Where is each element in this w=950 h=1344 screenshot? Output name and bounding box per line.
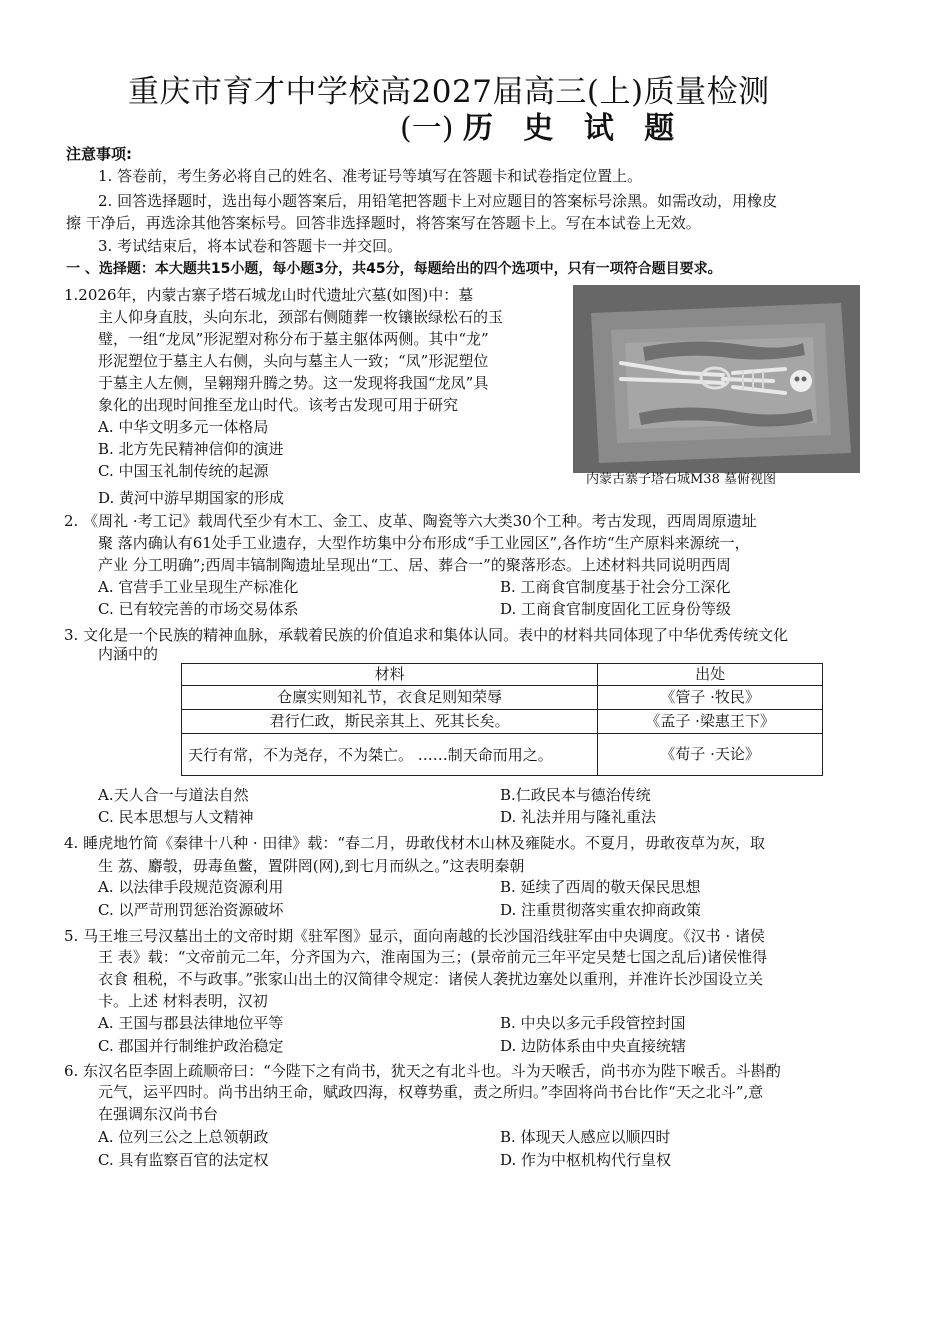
question-2-option-a: A. 官营手工业呈现生产标准化 [98, 578, 299, 596]
question-3-option-c: C. 民本思想与人文精神 [98, 808, 254, 826]
table-cell: 天行有常，不为尧存，不为桀亡。 ……制天命而用之。 [182, 734, 598, 776]
question-5-option-b: B. 中央以多元手段管控封国 [500, 1014, 686, 1032]
question-5-line: 王 表》载：“文帝前元二年，分齐国为六，淮南国为三；(景帝前元三年平定吴楚七国之乱后)诸侯惟得 [98, 948, 768, 966]
notes-item: 2. 回答选择题时，选出每小题答案后，用铅笔把答题卡上对应题目的答案标号涂黑。如需改动，用橡皮 [98, 192, 778, 210]
notes-item: 3. 考试结束后，将本试卷和答题卡一并交回。 [98, 237, 403, 255]
table-header: 出处 [598, 664, 823, 686]
question-1-option-b: B. 北方先民精神信仰的演进 [98, 440, 284, 458]
question-4-line: 4. 睡虎地竹简《秦律十八种 · 田律》载：“春二月，毋敢伐材木山林及雍陡水。不夏月，毋敢夜草为灰，取 [64, 834, 766, 852]
question-1-line: 1.2026年，内蒙古寨子塔石城龙山时代遗址穴墓(如图)中：墓 [64, 286, 474, 304]
question-4-option-b: B. 延续了西周的敬天保民思想 [500, 878, 701, 896]
table-header-row [182, 664, 823, 686]
table-cell: 《荀子 ·天论》 [598, 734, 823, 776]
question-4-line: 生 荔、麝彀，毋毒鱼鳖，置阱罔(网),到七月而纵之。”这表明秦朝 [98, 857, 525, 875]
exam-number: (一) [400, 111, 454, 146]
question-3-option-a: A.天人合一与道法自然 [98, 786, 249, 804]
question-5-option-a: A. 王国与郡县法律地位平等 [98, 1014, 284, 1032]
table-cell: 仓廪实则知礼节，衣食足则知荣辱 [182, 686, 598, 710]
table-header: 材料 [182, 664, 598, 686]
exam-title: 重庆市育才中学校高2027届高三(上)质量检测 [128, 74, 770, 110]
tomb-photo-drawing [573, 285, 860, 473]
question-6-option-d: D. 作为中枢机构代行皇权 [500, 1151, 672, 1169]
question-4-option-d: D. 注重贯彻落实重农抑商政策 [500, 901, 702, 919]
question-4-option-c: C. 以严苛刑罚惩治资源破坏 [98, 901, 284, 919]
question-2-line: 2. 《周礼 ·考工记》载周代至少有木工、金工、皮革、陶瓷等六大类30个工种。考古发现，西周周原遗址 [64, 512, 757, 530]
question-3-option-b: B.仁政民本与德治传统 [500, 786, 651, 804]
table-cell: 《孟子 ·梁惠王下》 [598, 710, 823, 734]
section-heading: 一 、选择题：本大题共15小题，每小题3分，共45分，每题给出的四个选项中，只有一项符合题目要求。 [66, 261, 722, 277]
question-2-option-b: B. 工商食官制度基于社会分工深化 [500, 578, 731, 596]
exam-subtitle [400, 110, 800, 148]
question-1-line: 形泥塑位于墓主人右侧，头向与墓主人一致；“凤”形泥塑位 [98, 352, 489, 370]
tomb-photo [573, 285, 860, 473]
question-6-line: 在强调东汉尚书台 [98, 1105, 219, 1123]
materials-table [181, 663, 823, 776]
question-6-line: 6. 东汉名臣李固上疏顺帝曰：“今陛下之有尚书，犹天之有北斗也。斗为天喉舌，尚书亦为陛下喉舌。斗斟酌 [64, 1062, 781, 1080]
question-5-line: 5. 马王堆三号汉墓出土的文帝时期《驻军图》显示，面向南越的长沙国沿线驻军由中央调度。《汉书 · 诸侯 [64, 927, 765, 945]
question-1-option-d: D. 黄河中游早期国家的形成 [98, 489, 285, 507]
table-cell: 君行仁政，斯民亲其上、死其长矣。 [182, 710, 598, 734]
question-2-line: 聚 落内确认有61处手工业遗存，大型作坊集中分布形成“手工业园区”,各作坊“生产原料来源统一， [98, 534, 750, 552]
question-3-line: 3. 文化是一个民族的精神血脉，承载着民族的价值追求和集体认同。表中的材料共同体现了中华优秀传统文化 [64, 626, 789, 644]
question-6-option-b: B. 体现天人感应以顺四时 [500, 1128, 671, 1146]
question-1-line: 于墓主人左侧，呈翱翔升腾之势。这一发现将我国“龙凤”具 [98, 374, 489, 392]
notes-item: 1. 答卷前，考生务必将自己的姓名、准考证号等填写在答题卡和试卷指定位置上。 [98, 167, 643, 185]
question-5-option-c: C. 郡国并行制维护政治稳定 [98, 1037, 284, 1055]
question-6-option-a: A. 位列三公之上总领朝政 [98, 1128, 269, 1146]
notes-heading: 注意事项: [66, 145, 132, 163]
table-cell: 《管子 ·牧民》 [598, 686, 823, 710]
question-4-option-a: A. 以法律手段规范资源利用 [98, 878, 284, 896]
question-1-line: 象化的出现时间推至龙山时代。该考古发现可用于研究 [98, 396, 459, 414]
notes-item: 擦 干净后，再选涂其他答案标号。回答非选择题时，将答案写在答题卡上。写在本试卷上无效。 [66, 214, 701, 232]
table-row [182, 734, 823, 776]
question-1-line: 主人仰身直肢，头向东北，颈部右侧随葬一枚镶嵌绿松石的玉 [98, 308, 504, 326]
question-6-option-c: C. 具有监察百官的法定权 [98, 1151, 269, 1169]
question-3-line: 内涵中的 [98, 645, 159, 663]
question-2-option-c: C. 已有较完善的市场交易体系 [98, 600, 299, 618]
question-5-line: 卡。上述 材料表明，汉初 [98, 992, 268, 1010]
question-2-option-d: D. 工商食官制度固化工匠身份等级 [500, 600, 732, 618]
question-6-line: 元气，运平四时。尚书出纳王命，赋政四海，权尊势重，责之所归。”李固将尚书台比作“天之北斗”,意 [98, 1083, 764, 1101]
exam-subject: 历 史 试 题 [462, 111, 685, 146]
question-2-line: 产业 分工明确”;西周丰镐制陶遗址呈现出“工、居、葬合一”的聚落形态。上述材料共同说明西周 [98, 556, 731, 574]
question-3-option-d: D. 礼法并用与隆礼重法 [500, 808, 657, 826]
question-1-option-c: C. 中国玉礼制传统的起源 [98, 462, 269, 480]
question-1-line: 璧，一组“龙凤”形泥塑对称分布于墓主躯体两侧。其中“龙” [98, 330, 489, 348]
question-1-option-a: A. 中华文明多元一体格局 [98, 418, 269, 436]
table-row [182, 710, 823, 734]
question-5-option-d: D. 边防体系由中央直接统辖 [500, 1037, 687, 1055]
question-5-line: 衣食 租税，不与政事。”张家山出土的汉简律令规定：诸侯人袭扰边塞处以重刑，并准许长沙国设立关 [98, 970, 763, 988]
photo-caption: 内蒙古寨子塔石城M38 墓俯视图 [586, 472, 776, 487]
table-row [182, 686, 823, 710]
